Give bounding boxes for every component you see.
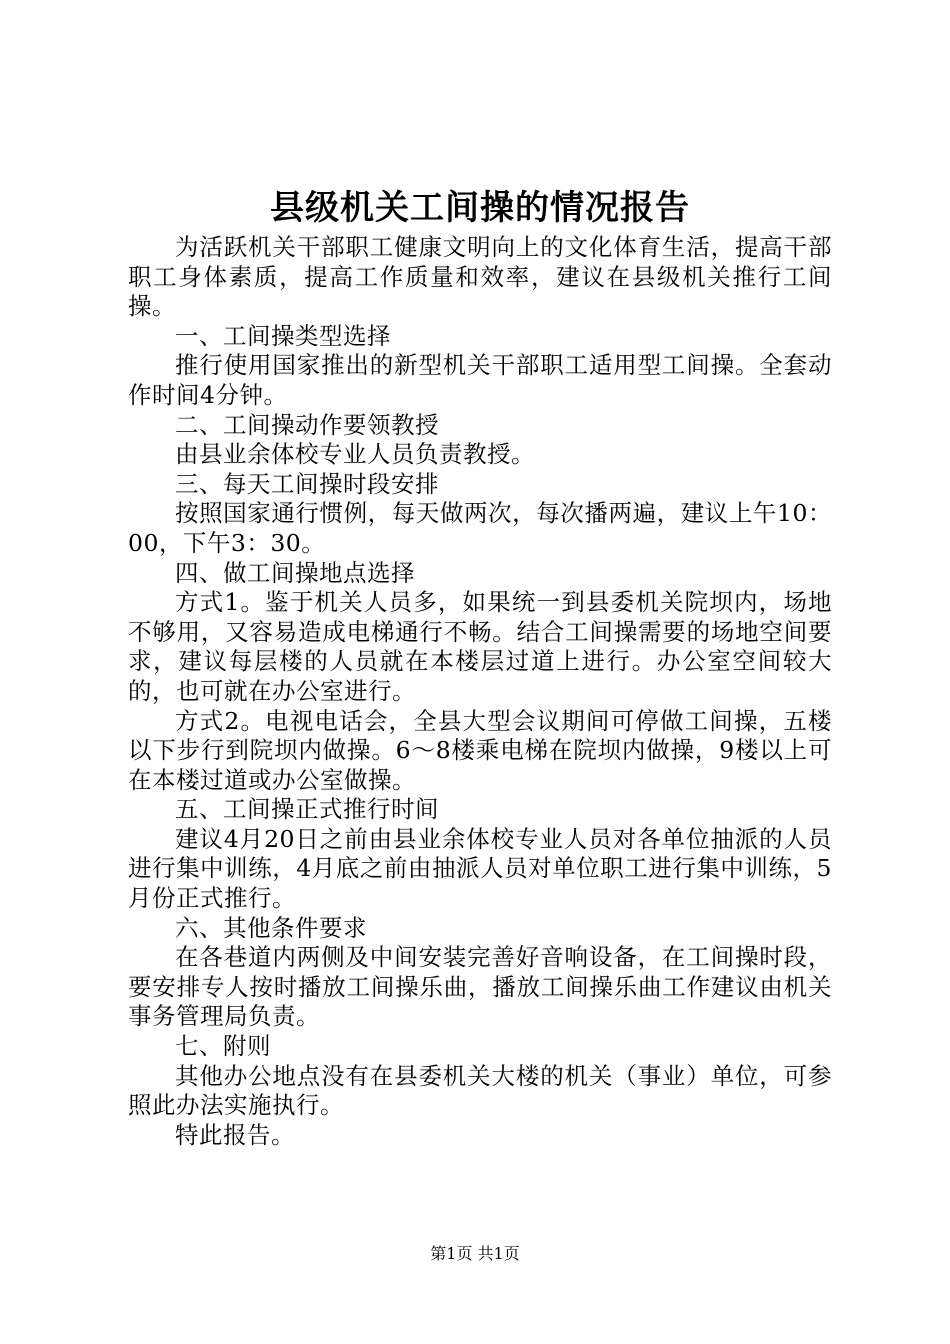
section-heading-3: 三、每天工间操时段安排 [175, 469, 439, 498]
section-heading-2: 二、工间操动作要领教授 [175, 410, 439, 439]
paragraph-4b: 方式2。电视电话会，全县大型会议期间可停做工间操，五楼以下步行到院坝内做操。6～8楼乘电梯在院坝内做操，9楼以上可在本楼过道或办公室做操。 [128, 706, 832, 794]
paragraph-2: 由县业余体校专业人员负责教授。 [175, 440, 535, 469]
paragraph-1: 推行使用国家推出的新型机关干部职工适用型工间操。全套动作时间4分钟。 [128, 351, 832, 409]
section-heading-5: 五、工间操正式推行时间 [175, 795, 439, 824]
section-heading-7: 七、附则 [175, 1032, 271, 1061]
paragraph-4a: 方式1。鉴于机关人员多，如果统一到县委机关院坝内，场地不够用，又容易造成电梯通行不畅。结合工间操需要的场地空间要求，建议每层楼的人员就在本楼层过道上进行。办公室空间较大的，也可就在办公室进行。 [128, 588, 832, 705]
paragraph-intro: 为活跃机关干部职工健康文明向上的文化体育生活，提高干部职工身体素质，提高工作质量和效率，建议在县级机关推行工间操。 [128, 233, 832, 321]
paragraph-5: 建议4月20日之前由县业余体校专业人员对各单位抽派的人员进行集中训练，4月底之前由抽派人员对单位职工进行集中训练，5月份正式推行。 [128, 824, 832, 913]
paragraph-3: 按照国家通行惯例，每天做两次，每次播两遍，建议上午10：00，下午3：30。 [128, 499, 832, 557]
section-heading-6: 六、其他条件要求 [175, 913, 367, 942]
section-heading-4: 四、做工间操地点选择 [175, 558, 415, 587]
document-title: 县级机关工间操的情况报告 [270, 188, 690, 228]
paragraph-7: 其他办公地点没有在县委机关大楼的机关（事业）单位，可参照此办法实施执行。 [128, 1061, 832, 1120]
closing-line: 特此报告。 [175, 1120, 295, 1149]
page-footer: 第1页 共1页 [430, 1244, 520, 1263]
paragraph-6: 在各巷道内两侧及中间安装完善好音响设备，在工间操时段，要安排专人按时播放工间操乐曲，播放工间操乐曲工作建议由机关事务管理局负责。 [128, 943, 832, 1031]
document-body [128, 185, 832, 1150]
section-heading-1: 一、工间操类型选择 [175, 321, 391, 350]
